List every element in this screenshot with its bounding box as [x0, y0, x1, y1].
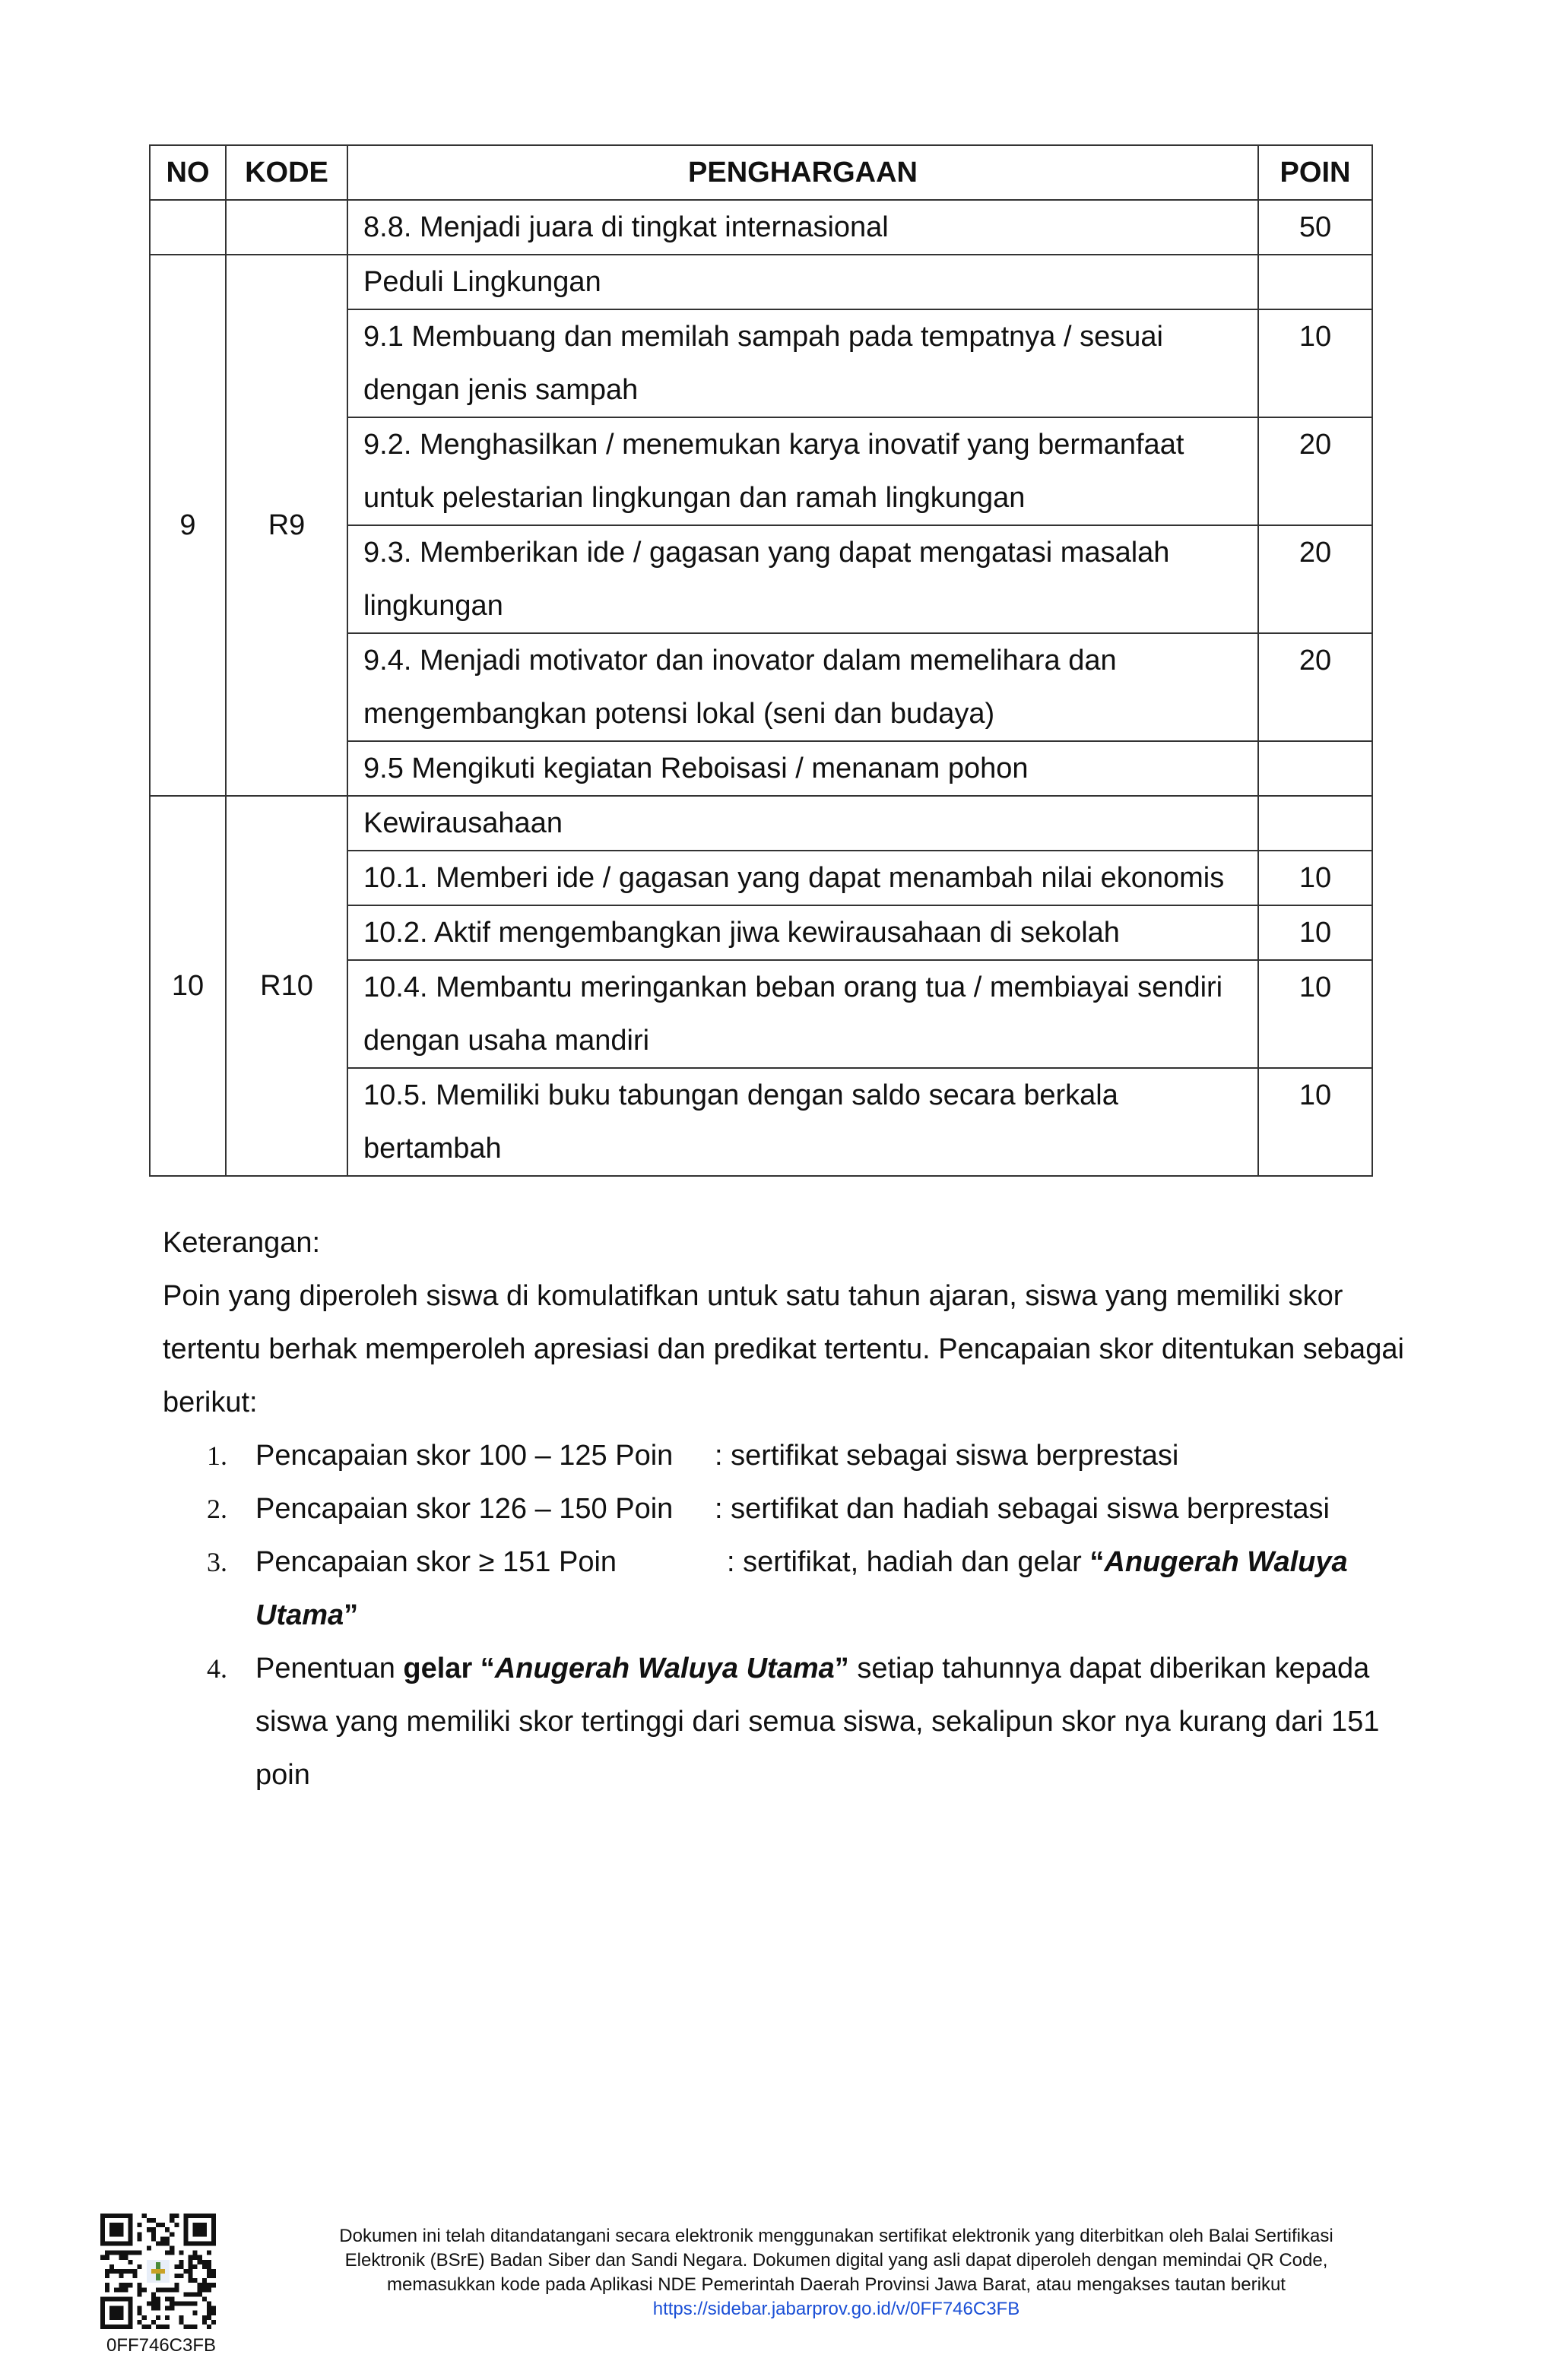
notes-heading: Keterangan:	[163, 1227, 321, 1259]
quote-close: ”	[344, 1599, 359, 1631]
award-item: 9.4. Menjadi motivator dan inovator dalam memelihara dan mengembangkan potensi lokal (seni dan budaya)	[347, 633, 1258, 741]
award-points	[1258, 255, 1372, 309]
header-penghargaan: PENGHARGAAN	[347, 145, 1258, 200]
criterion: Pencapaian skor 126 – 150 Poin	[255, 1493, 674, 1525]
table-row	[150, 796, 1372, 851]
award-points: 50	[1258, 200, 1372, 255]
signature-footer	[251, 2224, 1422, 2321]
criterion-result: : sertifikat dan hadiah sebagai siswa berprestasi	[715, 1493, 1330, 1525]
list-number: 3.	[207, 1547, 227, 1577]
award-points: 10	[1258, 960, 1372, 1068]
quote-close: ”	[834, 1653, 849, 1684]
award-item: 10.1. Memberi ide / gagasan yang dapat menambah nilai ekonomis	[347, 851, 1258, 905]
award-item: 9.1 Membuang dan memilah sampah pada tempatnya / sesuai dengan jenis sampah	[347, 309, 1258, 417]
header-kode: KODE	[226, 145, 347, 200]
award-table	[149, 144, 1373, 1177]
group-no: 9	[150, 255, 226, 796]
criterion: Pencapaian skor ≥ 151 Poin	[255, 1546, 617, 1578]
verification-link[interactable]: https://sidebar.jabarprov.go.id/v/0FF746C3FB	[652, 2299, 1020, 2319]
footer-line: Elektronik (BSrE) Badan Siber dan Sandi Negara. Dokumen digital yang asli dapat diperoleh dengan memindai QR Code,	[344, 2250, 1328, 2271]
footer-line: Dokumen ini telah ditandatangani secara elektronik menggunakan sertifikat elektronik yang diterbitkan oleh Balai Sertifikasi	[339, 2226, 1333, 2246]
award-points: 10	[1258, 1068, 1372, 1176]
award-points: 20	[1258, 525, 1372, 633]
award-points: 10	[1258, 851, 1372, 905]
list-item	[163, 1429, 1410, 1482]
group-kode: R9	[226, 255, 347, 796]
header-no: NO	[150, 145, 226, 200]
table-row	[150, 200, 1372, 255]
award-points	[1258, 796, 1372, 851]
qr-code-text: 0FF746C3FB	[106, 2335, 217, 2356]
award-points	[1258, 741, 1372, 796]
table-row	[150, 255, 1372, 309]
criteria-list	[163, 1429, 1410, 1802]
group-title: Peduli Lingkungan	[347, 255, 1258, 309]
group-kode: R10	[226, 796, 347, 1176]
qr-code-image	[100, 2214, 216, 2329]
criterion: Pencapaian skor 100 – 125 Poin	[255, 1440, 674, 1472]
footer-line: memasukkan kode pada Aplikasi NDE Pemerintah Daerah Provinsi Jawa Barat, atau mengakses tautan berikut	[387, 2274, 1286, 2295]
table-header-row	[150, 145, 1372, 200]
award-item: 9.5 Mengikuti kegiatan Reboisasi / menanam pohon	[347, 741, 1258, 796]
award-item: 10.4. Membantu meringankan beban orang tua / membiayai sendiri dengan usaha mandiri	[347, 960, 1258, 1068]
item-bold-word: gelar	[403, 1653, 473, 1684]
award-points: 10	[1258, 309, 1372, 417]
list-item	[163, 1642, 1410, 1802]
list-number: 1.	[207, 1440, 227, 1471]
list-item	[163, 1535, 1410, 1642]
cell-no	[150, 200, 226, 255]
award-item: 10.5. Memiliki buku tabungan dengan saldo secara berkala bertambah	[347, 1068, 1258, 1176]
group-title: Kewirausahaan	[347, 796, 1258, 851]
award-title: Anugerah Waluya Utama	[255, 1546, 1348, 1631]
criterion-result: : sertifikat sebagai siswa berprestasi	[715, 1440, 1179, 1472]
group-no: 10	[150, 796, 226, 1176]
header-poin: POIN	[1258, 145, 1372, 200]
cell-kode	[226, 200, 347, 255]
award-points: 10	[1258, 905, 1372, 960]
award-item: 9.3. Memberikan ide / gagasan yang dapat mengatasi masalah lingkungan	[347, 525, 1258, 633]
award-item: 8.8. Menjadi juara di tingkat internasional	[347, 200, 1258, 255]
criterion-result: : sertifikat, hadiah dan gelar	[727, 1546, 1090, 1578]
award-item: 10.2. Aktif mengembangkan jiwa kewirausahaan di sekolah	[347, 905, 1258, 960]
notes-paragraph: Poin yang diperoleh siswa di komulatifkan untuk satu tahun ajaran, siswa yang memiliki skor tertentu berhak memperoleh apresiasi dan predikat tertentu. Pencapaian skor ditentukan sebagai berikut:	[163, 1280, 1404, 1418]
award-points: 20	[1258, 417, 1372, 525]
list-item	[163, 1482, 1410, 1535]
item-lead: Penentuan	[255, 1653, 404, 1684]
award-item: 9.2. Menghasilkan / menemukan karya inovatif yang bermanfaat untuk pelestarian lingkungan dan ramah lingkungan	[347, 417, 1258, 525]
list-number: 4.	[207, 1653, 227, 1684]
notes-section	[163, 1216, 1410, 1802]
award-title: Anugerah Waluya Utama	[494, 1653, 835, 1684]
quote-open: “	[472, 1653, 495, 1684]
quote-open: “	[1089, 1546, 1105, 1578]
item-rest: setiap tahunnya dapat diberikan kepada siswa yang memiliki skor tertinggi dari semua siswa, sekalipun skor nya kurang dari 151 poin	[255, 1653, 1380, 1791]
award-points: 20	[1258, 633, 1372, 741]
list-number: 2.	[207, 1494, 227, 1524]
